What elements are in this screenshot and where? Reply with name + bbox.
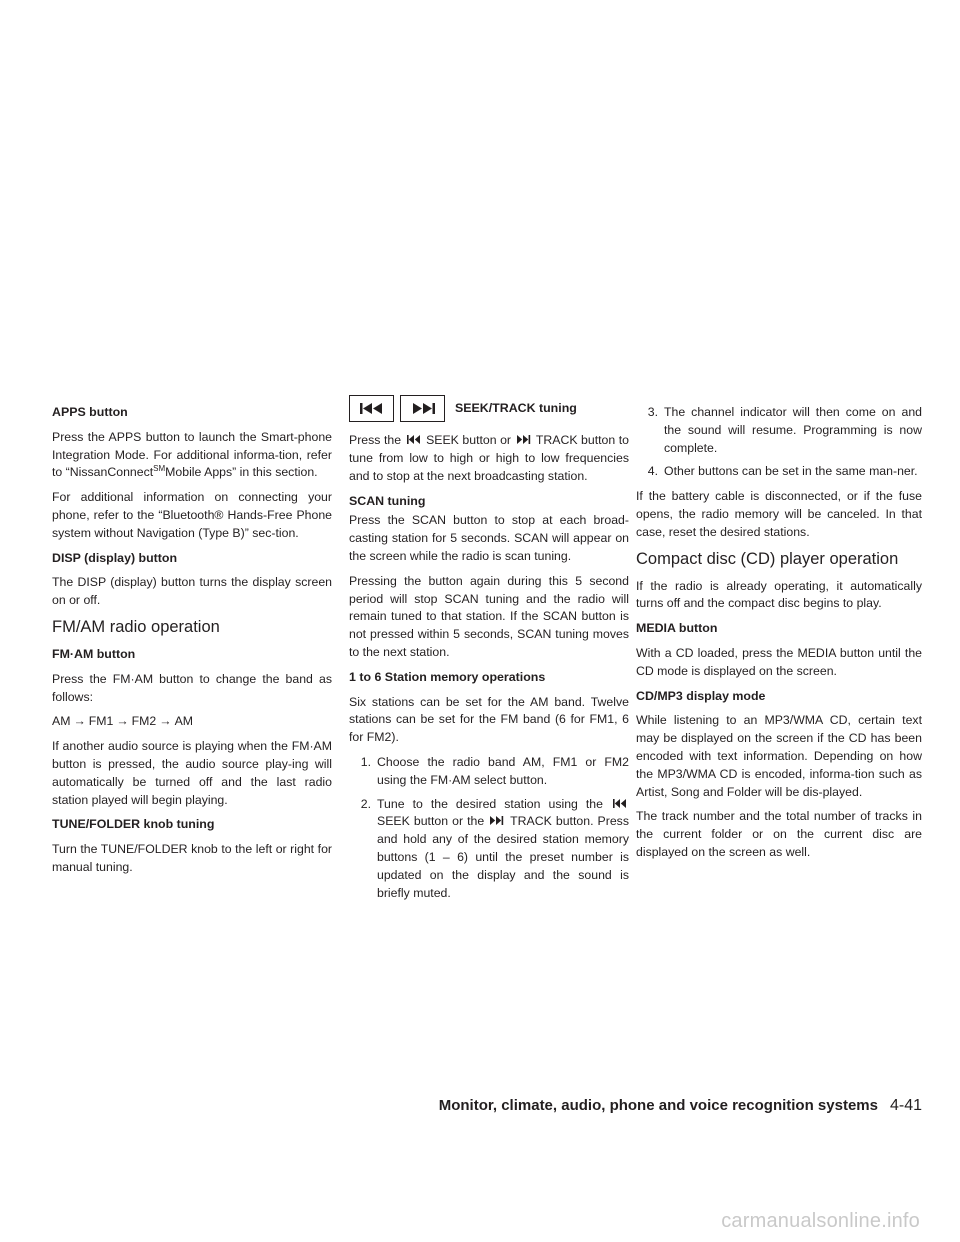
- disp-paragraph: The DISP (display) button turns the display screen on or off.: [52, 575, 332, 608]
- footer-section-title: Monitor, climate, audio, phone and voice recognition systems: [438, 1097, 878, 1114]
- track-forward-icon: [400, 395, 445, 422]
- step-number: 1.: [360, 754, 371, 769]
- mp3-heading: CD/MP3 display mode: [636, 688, 766, 703]
- memory-steps-list: [349, 754, 629, 903]
- disp-heading: DISP (display) button: [52, 550, 178, 565]
- track-forward-icon: [517, 432, 531, 450]
- tune-folder-heading: TUNE/FOLDER knob tuning: [52, 817, 215, 832]
- arrow-icon: →: [159, 714, 172, 729]
- list-item: [349, 754, 629, 790]
- middle-column: [349, 395, 629, 910]
- step-number: 3.: [647, 405, 658, 419]
- seek-text-1: Press the: [349, 433, 402, 448]
- memory-paragraph: Six stations can be set for the AM band. Twelve stations can be set for the FM band (6 for FM1, 6 for FM2).: [349, 694, 629, 745]
- step-number: 4.: [647, 464, 658, 479]
- left-column: [52, 404, 332, 884]
- apps-paragraph: [52, 429, 332, 482]
- seek-paragraph: [349, 432, 629, 486]
- step-text: [377, 796, 629, 903]
- mp3-paragraph: While listening to an MP3/WMA CD, certain text may be displayed on the screen if the CD has been encoded with text information. Depending on how the MP3/WMA CD is encoded, informa-tion such as Artist, Song and Folder will be dis-played.: [636, 713, 922, 799]
- fm-am-paragraph: Press the FM·AM button to change the band as follows:: [52, 671, 332, 704]
- battery-paragraph: If the battery cable is disconnected, or if the fuse opens, the radio memory will be canceled. In that case, reset the desired stations.: [636, 489, 922, 539]
- list-item: [636, 463, 922, 481]
- band-fm1: FM1: [88, 714, 114, 729]
- media-heading: MEDIA button: [636, 621, 718, 636]
- band-am-end: AM: [174, 714, 194, 729]
- apps-text-b: Mobile Apps” in this section.: [165, 465, 318, 480]
- right-column: [636, 404, 922, 869]
- step-number: 2.: [360, 796, 371, 811]
- step-text: Other buttons can be set in the same man-ner.: [664, 464, 918, 479]
- scan-heading: SCAN tuning: [349, 493, 426, 508]
- band-am: AM: [52, 714, 71, 729]
- fm-am-section-title: FM/AM radio operation: [52, 617, 220, 636]
- list-item: [636, 404, 922, 457]
- service-mark: SM: [153, 464, 166, 474]
- page-footer: [428, 1097, 922, 1123]
- band-sequence: [52, 713, 332, 731]
- arrow-icon: →: [73, 714, 86, 729]
- scan-paragraph-2: Pressing the button again during this 5 second period will stop SCAN tuning and the radio will remain tuned to that station. If the SCAN button is not pressed within 5 seconds, SCAN tuning moves to the next station.: [349, 573, 629, 659]
- memory-heading: 1 to 6 Station memory operations: [349, 669, 546, 684]
- seek-text-3: TRACK button to tune from low to high or high to low frequencies and to stop at the next broadcasting station.: [349, 433, 629, 483]
- seek-track-heading-row: [349, 395, 629, 422]
- cd-intro-paragraph: If the radio is already operating, it automatically turns off and the compact disc begins to play.: [636, 578, 922, 611]
- page-number: 4-41: [889, 1097, 922, 1114]
- track-forward-icon: [490, 813, 504, 831]
- seek-back-icon: [349, 395, 394, 422]
- apps-text-a: Press the APPS button to launch the Smart-phone Integration Mode. For additional informa-tion, refer to “NissanConnect: [52, 429, 332, 480]
- band-fm2: FM2: [131, 714, 157, 729]
- audio-source-paragraph: If another audio source is playing when the FM·AM button is pressed, the audio source play-ing will automatically be turned off and the last radio station played will begin playing.: [52, 739, 332, 807]
- memory-steps-list-continued: [636, 404, 922, 481]
- tune-folder-paragraph: Turn the TUNE/FOLDER knob to the left or right for manual tuning.: [52, 842, 332, 874]
- step2-text-3: TRACK button. Press and hold any of the desired station memory buttons (1 – 6) until the preset number is updated on the display and the sound is briefly muted.: [377, 814, 629, 900]
- apps-heading: APPS button: [52, 405, 128, 419]
- list-item: [349, 796, 629, 903]
- seek-back-icon: [407, 432, 421, 450]
- media-paragraph: With a CD loaded, press the MEDIA button until the CD mode is displayed on the screen.: [636, 645, 922, 678]
- fm-am-heading: FM·AM button: [52, 646, 136, 661]
- cd-section-title: Compact disc (CD) player operation: [636, 549, 899, 568]
- step2-text-1: Tune to the desired station using the: [377, 796, 603, 811]
- bluetooth-paragraph: For additional information on connecting your phone, refer to the “Bluetooth® Hands-Free Phone system without Navigation (Type B)” sec-tion.: [52, 490, 332, 540]
- arrow-icon: →: [116, 714, 129, 729]
- seek-text-2: SEEK button or: [426, 433, 512, 448]
- step-text: The channel indicator will then come on and the sound will resume. Programming is now complete.: [664, 405, 922, 455]
- seek-track-heading: SEEK/TRACK tuning: [455, 400, 577, 415]
- track-paragraph: The track number and the total number of tracks in the current folder or on the current disc are displayed on the screen as well.: [636, 809, 922, 859]
- watermark: carmanualsonline.info: [721, 1210, 920, 1232]
- step-text: Choose the radio band AM, FM1 or FM2 using the FM·AM select button.: [377, 754, 629, 787]
- scan-paragraph: Press the SCAN button to stop at each broad-casting station for 5 seconds. SCAN will appear on the screen while the radio is scan tuning.: [349, 513, 629, 563]
- step2-text-2: SEEK button or the: [377, 814, 485, 829]
- seek-back-icon: [613, 796, 627, 814]
